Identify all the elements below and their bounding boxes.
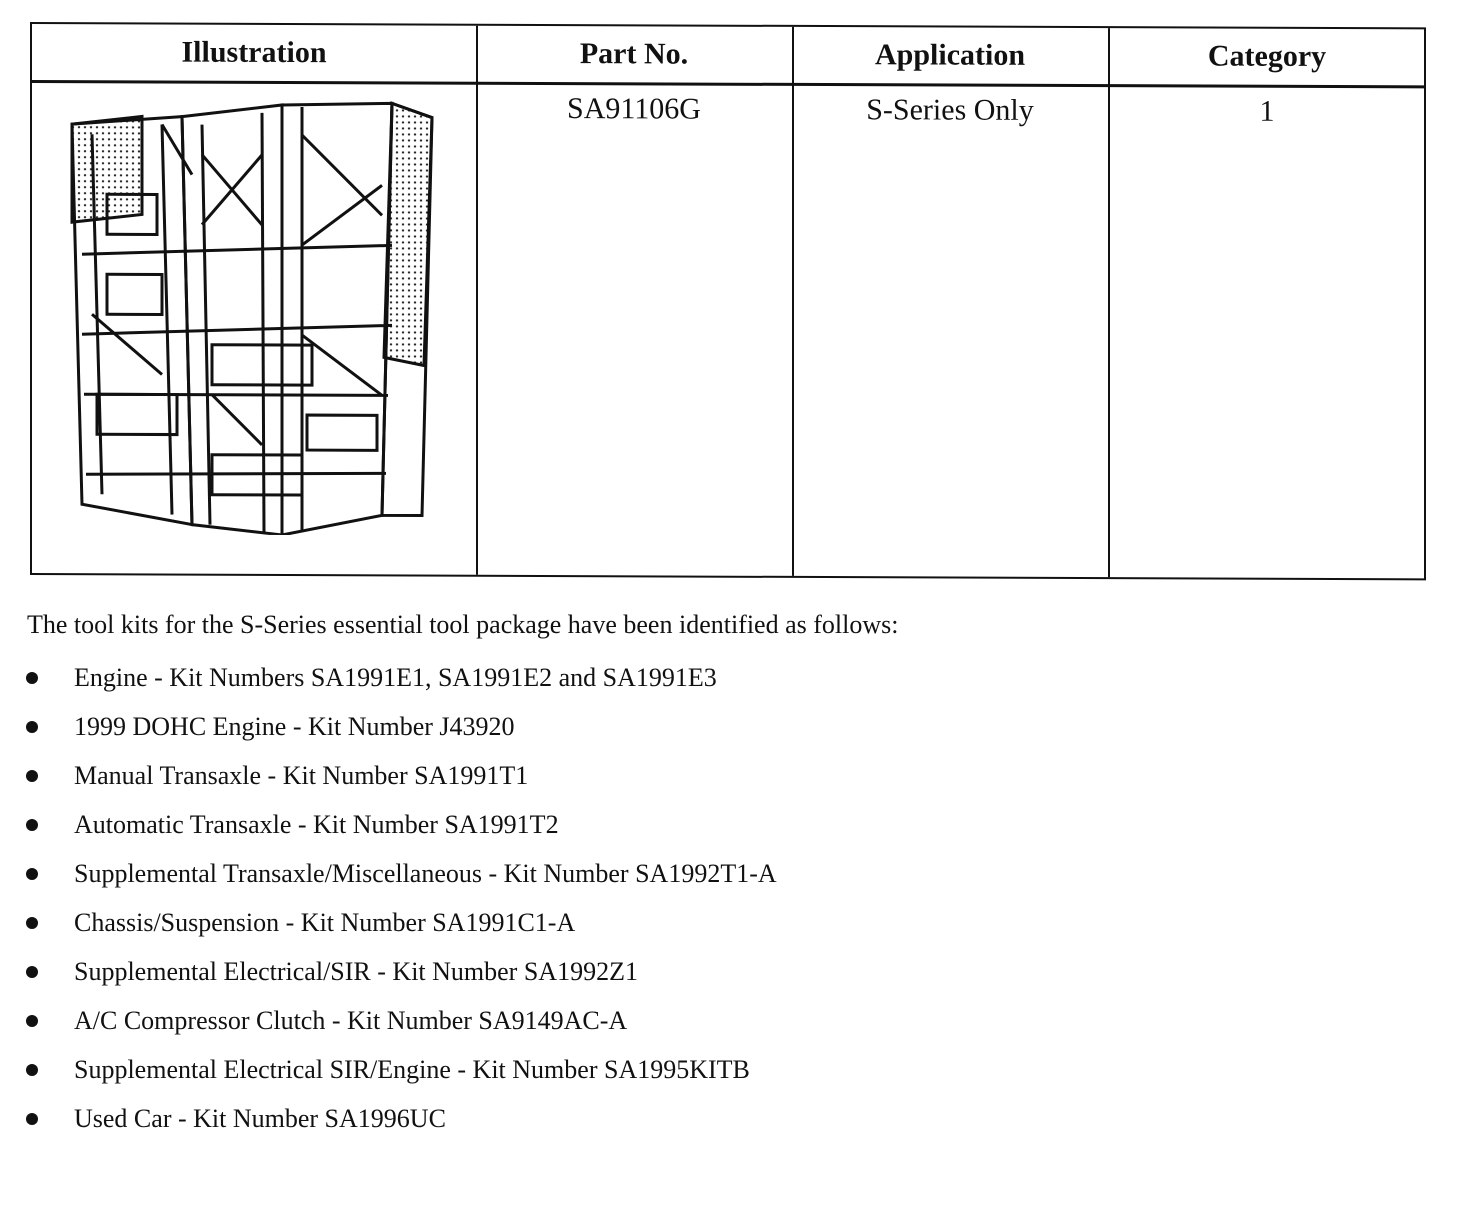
category-value: 1: [1259, 94, 1275, 128]
bullet-icon: [26, 868, 38, 880]
header-category: Category: [1207, 39, 1327, 73]
bullet-icon: [26, 721, 38, 733]
list-item-text: Chassis/Suspension - Kit Number SA1991C1-A: [74, 908, 576, 937]
bullet-icon: [26, 1064, 38, 1076]
list-item-text: Supplemental Electrical/SIR - Kit Number SA1992Z1: [74, 957, 638, 986]
bullet-icon: [26, 917, 38, 929]
list-item-text: 1999 DOHC Engine - Kit Number J43920: [74, 712, 515, 741]
list-item-text: Automatic Transaxle - Kit Number SA1991T2: [74, 810, 559, 839]
tool-storage-rack-illustration: [52, 94, 452, 536]
parts-table: [30, 22, 1426, 580]
application-value: S-Series Only: [866, 93, 1034, 127]
bullet-icon: [26, 770, 38, 782]
bullet-icon: [26, 966, 38, 978]
part-number-value: SA91106G: [567, 92, 701, 126]
list-item-text: Used Car - Kit Number SA1996UC: [74, 1104, 446, 1133]
list-item-text: Manual Transaxle - Kit Number SA1991T1: [74, 761, 529, 790]
list-item-text: Supplemental Transaxle/Miscellaneous - Kit Number SA1992T1-A: [74, 859, 777, 888]
list-item-text: A/C Compressor Clutch - Kit Number SA9149AC-A: [74, 1006, 628, 1035]
list-item-text: Supplemental Electrical SIR/Engine - Kit Number SA1995KITB: [74, 1055, 750, 1084]
header-part-no: Part No.: [579, 37, 689, 71]
bullet-icon: [26, 1015, 38, 1027]
bullet-icon: [26, 1113, 38, 1125]
list-item-text: Engine - Kit Numbers SA1991E1, SA1991E2 and SA1991E3: [74, 663, 717, 692]
header-application: Application: [874, 38, 1026, 72]
header-illustration: Illustration: [181, 35, 327, 70]
intro-paragraph: The tool kits for the S-Series essential tool package have been identified as follows:: [27, 610, 899, 639]
bullet-icon: [26, 819, 38, 831]
bullet-icon: [26, 672, 38, 684]
